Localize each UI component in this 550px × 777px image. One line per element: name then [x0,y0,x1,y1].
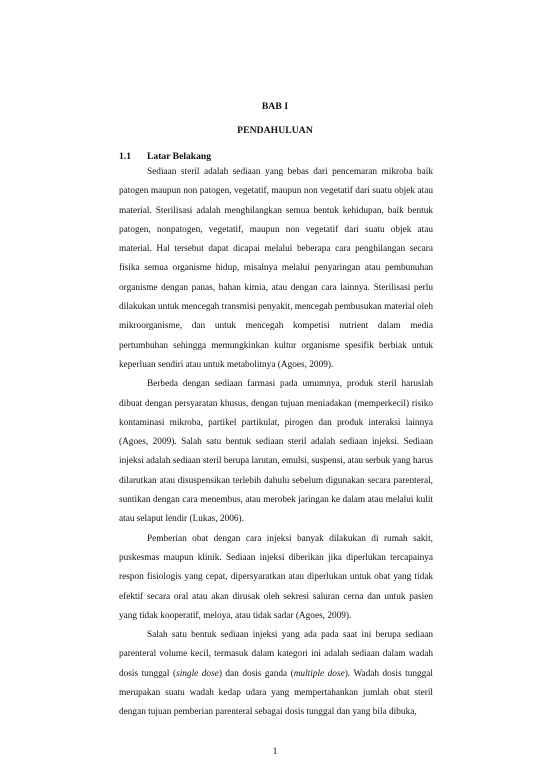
section-number: 1.1 [119,151,131,162]
paragraph-2: Berbeda dengan sediaan farmasi pada umumnya, produk steril haruslah dibuat dengan persyaratan khusus, dengan tujuan meniadakan (memperkecil) risiko kontaminasi mikroba, partikel partikulat, pirogen dan produk interaksi lainnya (Agoes, 2009). Salah satu bentuk sediaan steril adalah sediaan injeksi. Sediaan injeksi adalah sediaan steril berupa larutan, emulsi, suspensi, atau serbuk yang harus dilarutkan atau disuspensikan terlebih dahulu sebelum digunakan secara parenteral, suntikan dengan cara menembus, atau merobek jaringan ke dalam atau melalui kulit atau selaput lendir (Lukas, 2006). [119,379,433,525]
paragraph-4 [119,626,433,722]
paragraph-4-part-1: Salah satu bentuk sediaan injeksi yang ada pada saat ini berupa sediaan parenteral volume kecil, termasuk dalam kategori ini adalah sediaan dalam wadah dosis tunggal ( [119,630,433,679]
term-single-dose: single dose [176,668,219,679]
term-multiple-dose: multiple dose [293,668,345,679]
paragraph-4-part-2: ) dan dosis ganda ( [218,668,294,679]
section-title: Latar Belakang [147,151,212,162]
page-number: 1 [272,747,278,757]
body-text [119,163,433,723]
section-heading [119,151,211,162]
chapter-title: PENDAHULUAN [237,125,313,136]
paragraph-4-part-3: ). Wadah dosis tunggal merupakan suatu wadah kedap udara yang mempertahankan jumlah obat steril dengan tujuan pemberian parenteral sebagai dosis tunggal dan yang bila dibuka, [119,668,433,718]
paragraph-3: Pemberian obat dengan cara injeksi banyak dilakukan di rumah sakit, puskesmas maupun klinik. Sediaan injeksi diberikan jika diperlukan tercapainya respon fisiologis yang cepat, dipersyaratkan atau diperlukan untuk obat yang tidak efektif secara oral atau akan dirusak oleh sekresi saluran cerna dan untuk pasien yang tidak kooperatif, meloya, atau tidak sadar (Agoes, 2009). [119,533,433,621]
paragraph-1: Sediaan steril adalah sediaan yang bebas dari pencemaran mikroba baik patogen maupun non patogen, vegetatif, maupun non vegetatif dari suatu objek atau material. Sterilisasi adalah menghilangkan semua bentuk kehidupan, baik bentuk patogen, nonpatogen, vegetatif, maupun non vegetatif dari suatu objek atau material. Hal tersebut dapat dicapai melalui beberapa cara penghilangan secara fisika semua organisme hidup, misalnya melalui penyaringan atau pembunuhan organisme dengan panas, bahan kimia, atau dengan cara lainnya. Sterilisasi perlu dilakukan untuk mencegah transmisi penyakit, mencegah pembusukan material oleh mikroorganisme, dan untuk mencegah kompetisi nutrient dalam media pertumbuhan sehingga memungkinkan kultur organisme spesifik berbiak untuk keperluan sendiri atau untuk metabolitnya (Agoes, 2009). [119,167,433,370]
chapter-label: BAB I [261,101,289,112]
